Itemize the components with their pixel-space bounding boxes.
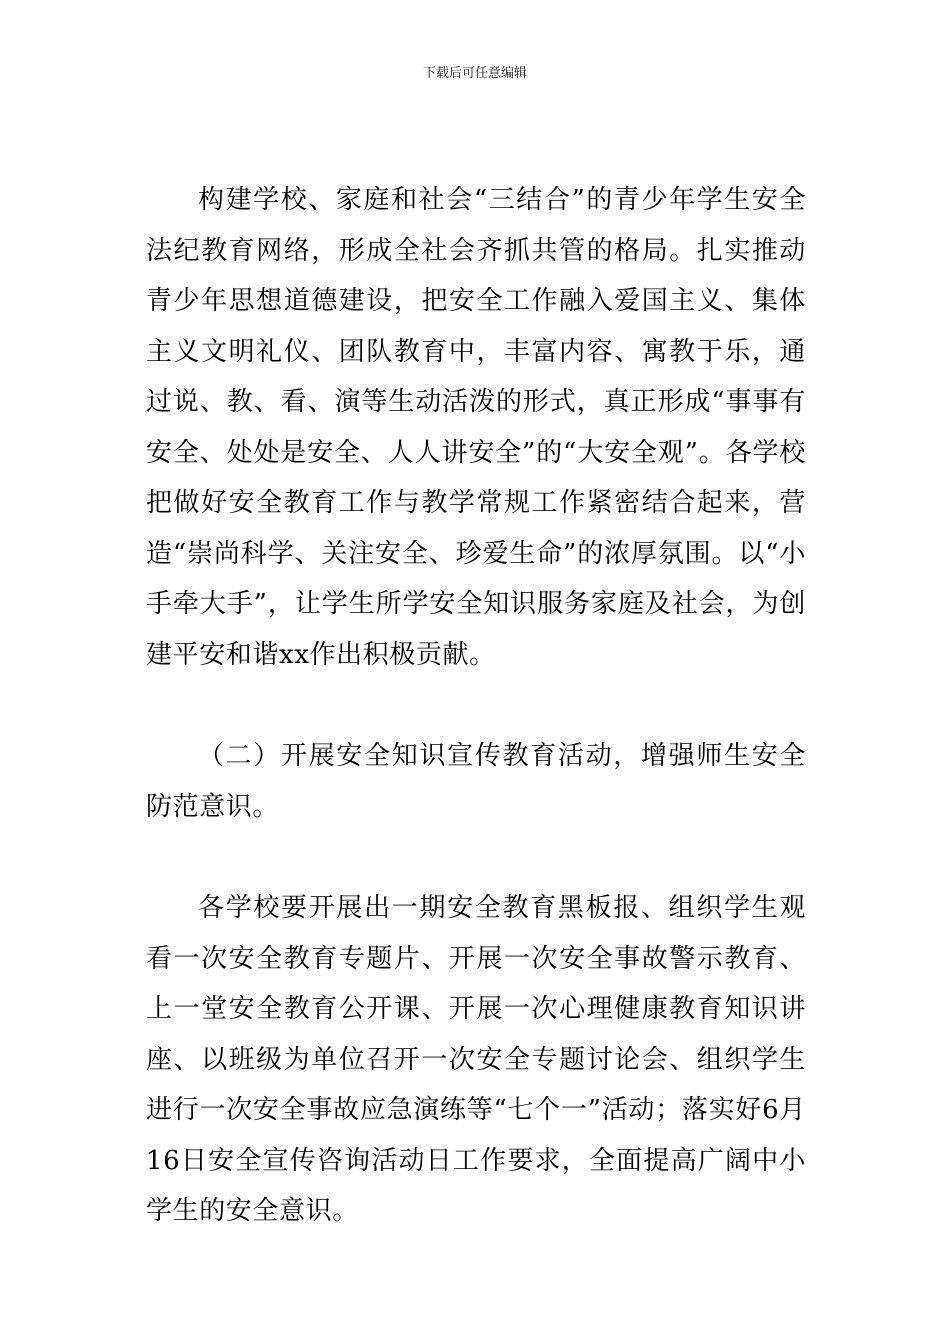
page-header: 下载后可任意编辑: [422, 66, 527, 81]
paragraph-safety-network: 构建学校、家庭和社会“三结合”的青少年学生安全法纪教育网络，形成全社会齐抓共管的格局。扎实推动青少年思想道德建设，把安全工作融入爱国主义、集体主义文明礼仪、团队教育中，丰富内容、寓教于乐，通过说、教、看、演等生动活泼的形式，真正形成“事事有安全、处处是安全、人人讲安全”的“大安全观”。各学校把做好安全教育工作与教学常规工作紧密结合起来，营造“崇尚科学、关注安全、珍爱生命”的浓厚氛围。以“小手牵大手”，让学生所学安全知识服务家庭及社会，为创建平安和谐xx作出积极贡献。: [146, 185, 806, 670]
section-heading-safety-education: （二）开展安全知识宣传教育活动，增强师生安全防范意识。: [146, 741, 806, 822]
document-body: [146, 175, 806, 1237]
paragraph-seven-activities: 各学校要开展出一期安全教育黑板报、组织学生观看一次安全教育专题片、开展一次安全事故警示教育、上一堂安全教育公开课、开展一次心理健康教育知识讲座、以班级为单位召开一次安全专题讨论会、组织学生进行一次安全事故应急演练等“七个一”活动；落实好6月16日安全宣传咨询活动日工作要求，全面提高广阔中小学生的安全意识。: [146, 893, 806, 1226]
